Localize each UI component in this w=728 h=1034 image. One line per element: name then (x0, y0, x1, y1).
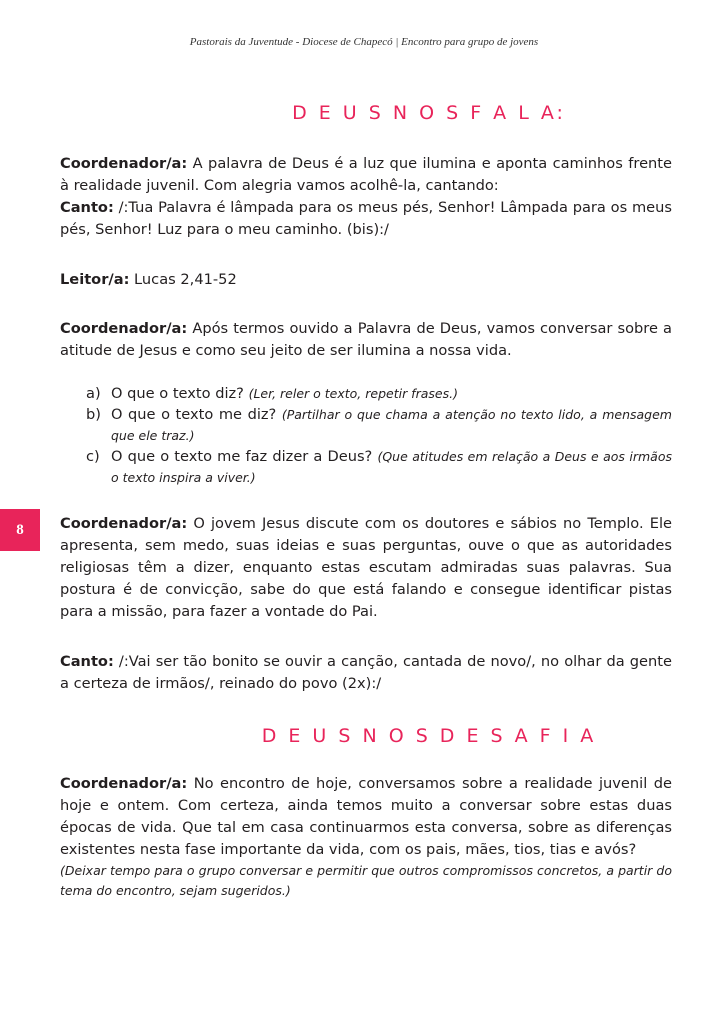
question-note: (Que atitudes em relação a Deus e aos irmãos o texto inspira a viver.) (111, 449, 672, 485)
speaker-label: Canto: (60, 653, 114, 670)
paragraph-text: /:Vai ser tão bonito se ouvir a canção, cantada de novo/, no olhar da gente a certeza de irmãos/, reinado do povo (2x):/ (60, 653, 672, 692)
question-item-a (86, 383, 672, 404)
question-list (86, 383, 672, 488)
question-item-c (86, 446, 672, 488)
speaker-label: Coordenador/a: (60, 320, 188, 337)
speaker-label: Canto: (60, 199, 114, 216)
question-item-b (86, 404, 672, 446)
section-title-deus-nos-fala: D E U S N O S F A L A: (292, 102, 566, 124)
paragraph-canto-1 (60, 197, 672, 241)
paragraph-text: /:Tua Palavra é lâmpada para os meus pés, Senhor! Lâmpada para os meus pés, Senhor! Luz para o meu caminho. (bis):/ (60, 199, 672, 238)
paragraph-text: A palavra de Deus é a luz que ilumina e aponta caminhos frente à realidade juvenil. Com alegria vamos acolhê-la, cantando: (60, 155, 672, 194)
paragraph-text: Após termos ouvido a Palavra de Deus, vamos conversar sobre a atitude de Jesus e como seu jeito de ser ilumina a nossa vida. (60, 320, 672, 359)
speaker-label: Coordenador/a: (60, 515, 188, 532)
speaker-label: Coordenador/a: (60, 775, 188, 792)
page-number-tab (0, 509, 40, 551)
paragraph-coordenador-reflexao (60, 318, 672, 362)
list-marker: c) (86, 448, 100, 465)
paragraph-group-intro (60, 153, 672, 241)
paragraph-text: O jovem Jesus discute com os doutores e sábios no Templo. Ele apresenta, sem medo, suas ideias e suas perguntas, ouve o que as autoridades religiosas têm a dizer, enquanto estas escutam admiradas suas palavras. Sua postura é de convicção, sabe do que está falando e consegue identificar pistas para a missão, para fazer a vontade do Pai. (60, 515, 672, 620)
section-title-deus-nos-desafia: D E U S N O S D E S A F I A (261, 725, 597, 747)
speaker-label: Coordenador/a: (60, 155, 188, 172)
speaker-label: Leitor/a: (60, 271, 130, 288)
question-note: (Partilhar o que chama a atenção no texto lido, a mensagem que ele traz.) (111, 407, 672, 443)
paragraph-canto-2 (60, 651, 672, 695)
paragraph-leitor (60, 269, 672, 291)
question-text: O que o texto me diz? (111, 406, 282, 423)
page-number: 8 (16, 521, 24, 538)
running-header: Pastorais da Juventude - Diocese de Chapecó | Encontro para grupo de jovens (189, 36, 539, 48)
list-marker: b) (86, 406, 101, 423)
paragraph-coordenador-desafio (60, 773, 672, 901)
question-note: (Ler, reler o texto, repetir frases.) (248, 386, 458, 401)
paragraph-text: Lucas 2,41-52 (129, 271, 237, 288)
instruction-note: (Deixar tempo para o grupo conversar e permitir que outros compromissos concretos, a partir do tema do encontro, sejam sugeridos.) (60, 863, 672, 898)
list-marker: a) (86, 385, 101, 402)
paragraph-coordenador-jesus (60, 513, 672, 623)
question-text: O que o texto diz? (111, 385, 249, 402)
paragraph-text: No encontro de hoje, conversamos sobre a realidade juvenil de hoje e ontem. Com certeza, ainda temos muito a conversar sobre estas duas épocas de vida. Que tal em casa continuarmos esta conversa, sobre as diferenças existentes nesta fase importante da vida, com os pais, mães, tios, tias e avós? (60, 775, 672, 858)
question-text: O que o texto me faz dizer a Deus? (111, 448, 378, 465)
paragraph-coordenador-intro (60, 153, 672, 197)
